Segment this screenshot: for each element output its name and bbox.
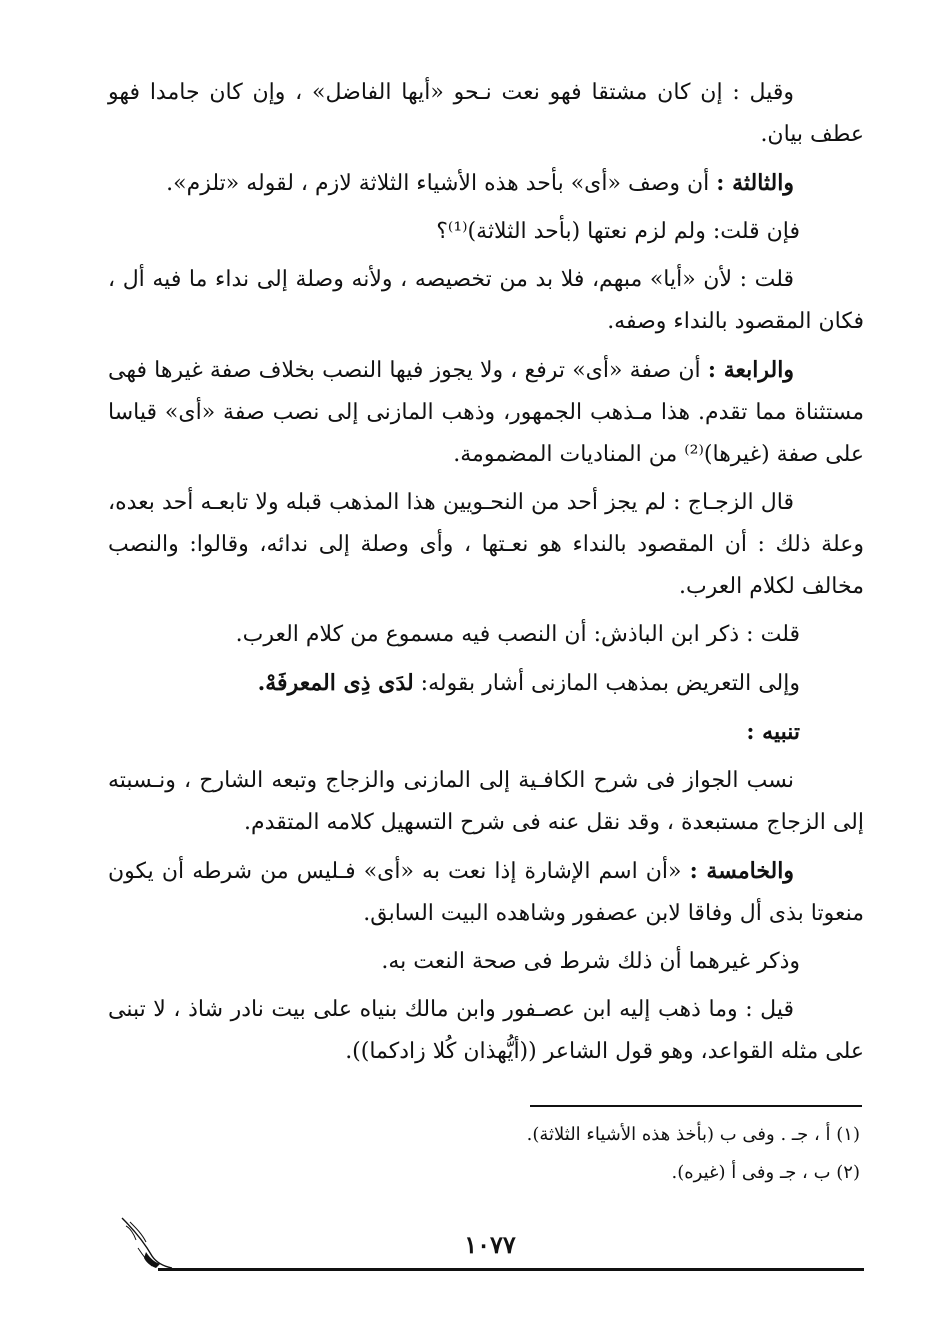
paragraph-third (108, 162, 864, 205)
label-fifth: والخامسة : (689, 858, 794, 884)
label-fourth: والرابعة : (707, 357, 794, 383)
paragraph-fourth-text: أن صفة «أى» ترفع ، ولا يجوز فيها النصب بخلاف صفة غيرها فهى مستثناة مما تقدم. هذا مـذهب الجمهور، وذهب المازنى إلى نصب صفة «أى» قياسا على صفة (غيرها)⁽²⁾ من المناديات المضمومة. (108, 358, 864, 467)
paragraph-qila: وقيل : إن كان مشتقا فهو نعت نـحو «أيها الفاضل» ، وإن كان جامدا فهو عطف بيان. (108, 80, 864, 147)
body-text (108, 72, 864, 1079)
paragraph-nasab: نسب الجواز فى شرح الكافـية إلى المازنى والزجاج وتبعه الشارح ، ونـسبته إلى الزجاج مستبعدة ، وقد نقل عنه فى شرح التسهيل كلامه المتقدم. (108, 768, 864, 835)
verse-quote: لدَى ذِى المعرفَهْ. (257, 670, 414, 696)
footnote-1: (١) أ ، جـ . وفى ب (بأخذ هذه الأشياء الثلاثة). (526, 1124, 860, 1145)
page-number: ١٠٧٧ (464, 1230, 516, 1259)
paragraph-third-text: أن وصف «أى» بأحد هذه الأشياء الثلاثة لازم ، لقوله «تلزم». (166, 171, 710, 196)
page-bottom-rule (158, 1268, 864, 1271)
paragraph-answer: قلت : لأن «أيا» مبهم، فلا بد من تخصيصه ، ولأنه وصلة إلى نداء ما فيه أل ، فكان المقصود بالنداء وصفه. (108, 267, 864, 334)
label-tanbih: تنبيه : (746, 719, 800, 745)
label-third: والثالثة : (716, 170, 794, 196)
paragraph-tarid-text: وإلى التعريض بمذهب المازنى أشار بقوله: (420, 671, 800, 696)
paragraph-fifth-text: «أن اسم الإشارة إذا نعت به «أى» فـليس من شرطه أن يكون منعوتا بذى أل وفاقا لابن عصفور وشاهده البيت السابق. (108, 859, 864, 926)
footnotes (440, 1116, 860, 1192)
footnote-divider (530, 1105, 862, 1107)
paragraph-dhakar: وذكر غيرهما أن ذلك شرط فى صحة النعت به. (381, 949, 800, 974)
paragraph-tarid (108, 662, 864, 705)
paragraph-badhish: قلت : ذكر ابن الباذش: أن النصب فيه مسموع من كلام العرب. (235, 622, 800, 647)
paragraph-fourth (108, 349, 864, 476)
paragraph-fifth (108, 850, 864, 935)
heading-tanbih (108, 711, 864, 754)
paragraph-question: فإن قلت: ولم لزم نعتها (بأحد الثلاثة)⁽¹⁾؟ (436, 219, 800, 244)
paragraph-zajjaj: قال الزجـاج : لم يجز أحد من النحـويين هذا المذهب قبله ولا تابعـه أحد بعده، وعلة ذلك : أن المقصود بالنداء هو نعـتها ، وأى وصلة إلى ندائه، وقالوا: والنصب مخالف لكلام العرب. (108, 490, 864, 599)
paragraph-ibn-usfur: قيل : وما ذهب إليه ابن عصـفور وابن مالك بنياه على بيت نادر شاذ ، لا تبنى على مثله القواعد، وهو قول الشاعر ((أيُّهذان كُلا زادكما)). (108, 997, 864, 1064)
quill-ornament-icon (116, 1212, 176, 1274)
footnote-2: (٢) ب ، جـ وفى أ (غيره). (671, 1162, 860, 1183)
